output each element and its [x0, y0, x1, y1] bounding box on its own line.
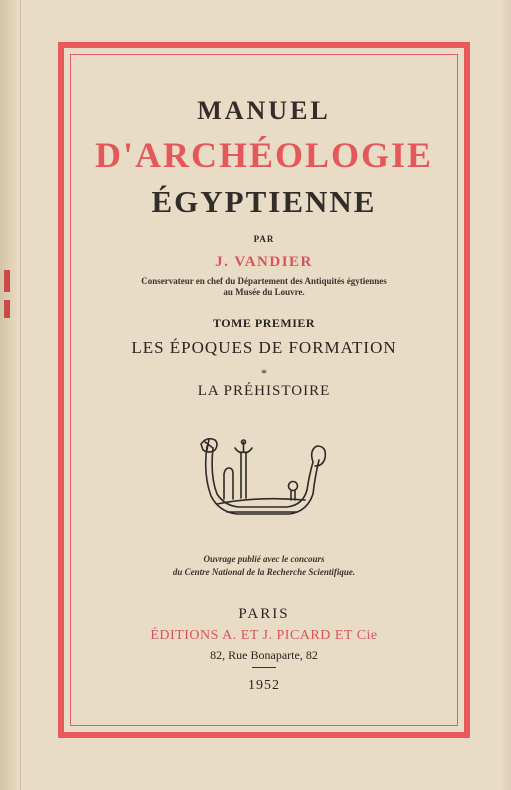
separator-star: * — [261, 366, 267, 380]
affiliation-line-2: au Musée du Louvre. — [223, 287, 305, 297]
book-spine — [0, 0, 21, 790]
spine-red-mark — [4, 270, 10, 292]
page-edge — [499, 0, 511, 790]
publisher-address: 82, Rue Bonaparte, 82 — [210, 648, 318, 662]
title-line-1: MANUEL — [197, 96, 331, 125]
publication-note — [72, 553, 456, 579]
volume-title: LES ÉPOQUES DE FORMATION — [131, 338, 397, 357]
publisher-name: ÉDITIONS A. ET J. PICARD ET Cie — [150, 628, 378, 643]
title-line-3: ÉGYPTIENNE — [151, 184, 377, 219]
spine-red-mark — [4, 300, 10, 318]
by-label: PAR — [253, 234, 275, 244]
publication-year: 1952 — [248, 678, 280, 693]
divider-rule — [252, 667, 276, 668]
publication-note-line-2: du Centre National de la Recherche Scientifique. — [172, 567, 356, 577]
prehistoric-boat-drawing — [197, 434, 331, 522]
affiliation-line-1: Conservateur en chef du Département des Antiquités égytiennes — [141, 276, 387, 286]
author-name: J. VANDIER — [215, 254, 313, 270]
subtitle: LA PRÉHISTOIRE — [197, 383, 331, 399]
title-line-2: D'ARCHÉOLOGIE — [94, 135, 434, 175]
title-page — [72, 56, 456, 724]
publication-note-line-1: Ouvrage publié avec le concours — [203, 554, 325, 564]
author-affiliation — [72, 276, 456, 298]
publication-city: PARIS — [238, 606, 290, 622]
volume-number: TOME PREMIER — [212, 316, 316, 330]
